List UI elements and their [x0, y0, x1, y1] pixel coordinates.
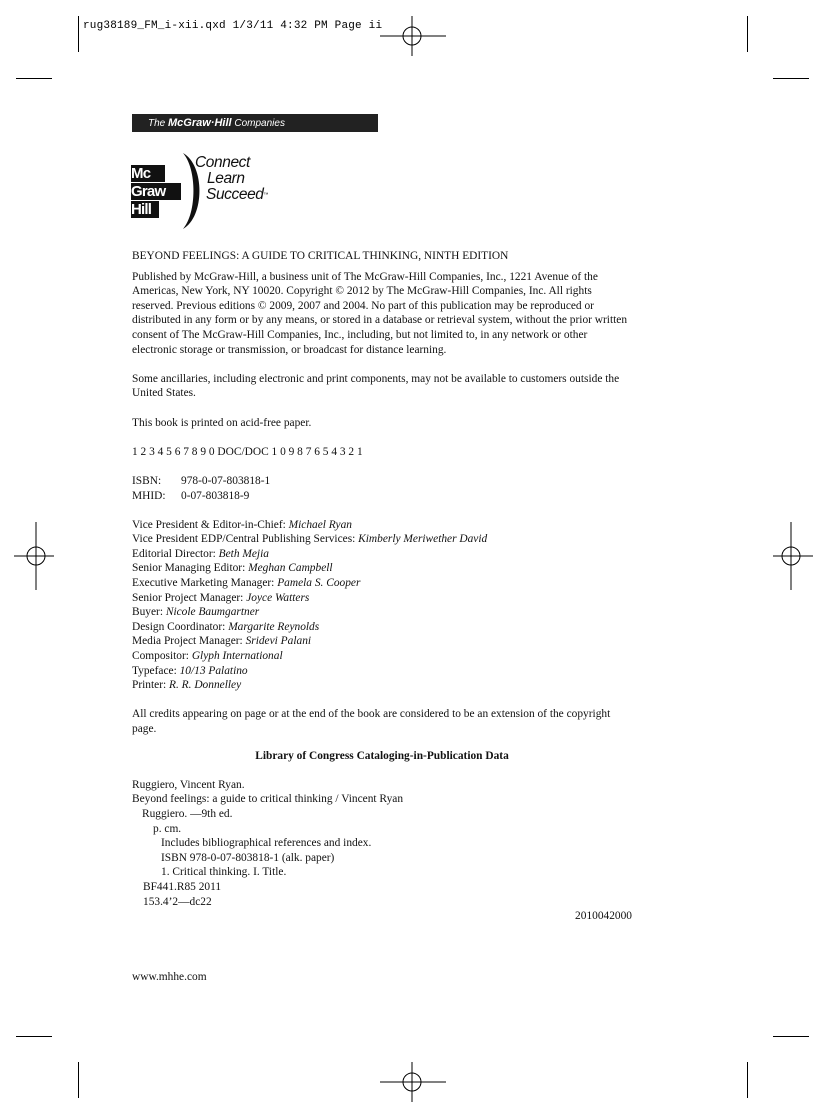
tagline-succeed: Succeed — [206, 186, 264, 203]
crop-mark-top-left-h — [16, 78, 52, 79]
credit-line: Typeface: 10/13 Palatino — [132, 664, 248, 677]
isbn-row — [132, 474, 632, 489]
registration-mark-left — [14, 520, 54, 592]
mcgraw-hill-companies-banner — [132, 114, 378, 132]
mhid-row — [132, 489, 632, 504]
mcgraw-hill-wordmark — [131, 165, 181, 219]
publisher-statement: Published by McGraw-Hill, a business unit of The McGraw-Hill Companies, Inc., 1221 Avenue of the Americas, New York, NY 10020. Copyright © 2012 by The McGraw-Hill Companies, Inc. All rights reserved. Previous editions © 2009, 2007 and 2004. No part of this publication may be reproduced or distributed in any form or by any means, or stored in a database or retrieval system, without the prior written consent of The McGraw-Hill Companies, Inc., including, but not limited to, in any network or other electronic storage or transmission, or broadcast for distance learning. — [132, 270, 628, 356]
banner-prefix: The — [148, 118, 169, 129]
credit-line: Editorial Director: Beth Mejia — [132, 547, 269, 560]
registration-mark-top — [380, 14, 448, 58]
cip-includes: Includes bibliographical references and index. — [161, 837, 372, 850]
banner-brand: McGraw·Hill — [168, 117, 232, 129]
credit-line: Senior Project Manager: Joyce Watters — [132, 591, 310, 604]
mhid-label: MHID: — [132, 489, 166, 502]
printing-line: 1 2 3 4 5 6 7 8 9 0 DOC/DOC 1 0 9 8 7 6 5 4 3 2 1 — [132, 445, 363, 458]
credit-line: Printer: R. R. Donnelley — [132, 679, 242, 692]
credit-line: Buyer: Nicole Baumgartner — [132, 606, 260, 619]
banner-suffix: Companies — [231, 118, 285, 129]
tagline-connect: Connect — [195, 154, 250, 171]
cip-isbn: ISBN 978-0-07-803818-1 (alk. paper) — [161, 851, 335, 864]
crop-mark-bottom-left-h — [16, 1036, 52, 1037]
logo-mc: Mc — [131, 165, 165, 182]
credit-line: Vice President & Editor-in-Chief: Michael Ryan — [132, 518, 352, 531]
registration-mark-right — [773, 520, 813, 592]
credit-line: Design Coordinator: Margarite Reynolds — [132, 620, 320, 633]
cip-pages: p. cm. — [153, 822, 182, 835]
slug-line: rug38189_FM_i-xii.qxd 1/3/11 4:32 PM Page ii — [83, 20, 383, 32]
cip-record — [132, 778, 632, 924]
trademark-symbol: ™ — [263, 192, 269, 198]
mhid-value: 0-07-803818-9 — [181, 489, 250, 502]
cip-lccn: 2010042000 — [575, 910, 632, 923]
credit-line: Compositor: Glyph International — [132, 650, 283, 663]
copyright-page-body — [132, 249, 632, 924]
logo-graw: Graw — [131, 183, 181, 200]
ancillaries-note: Some ancillaries, including electronic and print components, may not be available to customers outside the United States. — [132, 372, 620, 400]
isbn-label: ISBN: — [132, 474, 162, 487]
crop-mark-top-left-v — [78, 16, 79, 52]
cip-heading: Library of Congress Cataloging-in-Publication Data — [255, 749, 509, 762]
cip-dewey-number: 153.4’2—dc22 — [143, 895, 212, 908]
mcgraw-hill-logo — [131, 151, 281, 231]
crop-mark-bottom-right-h — [773, 1036, 809, 1037]
isbn-value: 978-0-07-803818-1 — [181, 474, 271, 487]
credit-line: Executive Marketing Manager: Pamela S. Cooper — [132, 577, 361, 590]
acid-free-note: This book is printed on acid-free paper. — [132, 416, 312, 429]
crop-mark-bottom-right-v — [747, 1062, 748, 1098]
cip-author: Ruggiero, Vincent Ryan. — [132, 778, 245, 791]
credits-list — [132, 518, 632, 693]
cip-title-continuation: Ruggiero. —9th ed. — [142, 807, 233, 820]
credit-line: Vice President EDP/Central Publishing Services: Kimberly Meriwether David — [132, 533, 488, 546]
registration-mark-bottom — [380, 1060, 448, 1104]
crop-mark-bottom-left-v — [78, 1062, 79, 1098]
logo-hill: Hill — [131, 201, 159, 218]
cip-title-line: Beyond feelings: a guide to critical thinking / Vincent Ryan — [132, 793, 404, 806]
cip-call-number: BF441.R85 2011 — [143, 880, 222, 893]
credit-line: Media Project Manager: Sridevi Palani — [132, 635, 312, 648]
crop-mark-top-right-v — [747, 16, 748, 52]
logo-tagline — [195, 155, 268, 203]
credits-extension-note: All credits appearing on page or at the end of the book are considered to be an extension of the copyright page. — [132, 708, 611, 735]
publisher-website: www.mhhe.com — [132, 971, 207, 983]
crop-mark-top-right-h — [773, 78, 809, 79]
cip-subjects: 1. Critical thinking. I. Title. — [161, 866, 287, 879]
credit-line: Senior Managing Editor: Meghan Campbell — [132, 562, 333, 575]
book-title: BEYOND FEELINGS: A GUIDE TO CRITICAL THINKING, NINTH EDITION — [132, 250, 509, 262]
tagline-learn: Learn — [207, 170, 245, 187]
